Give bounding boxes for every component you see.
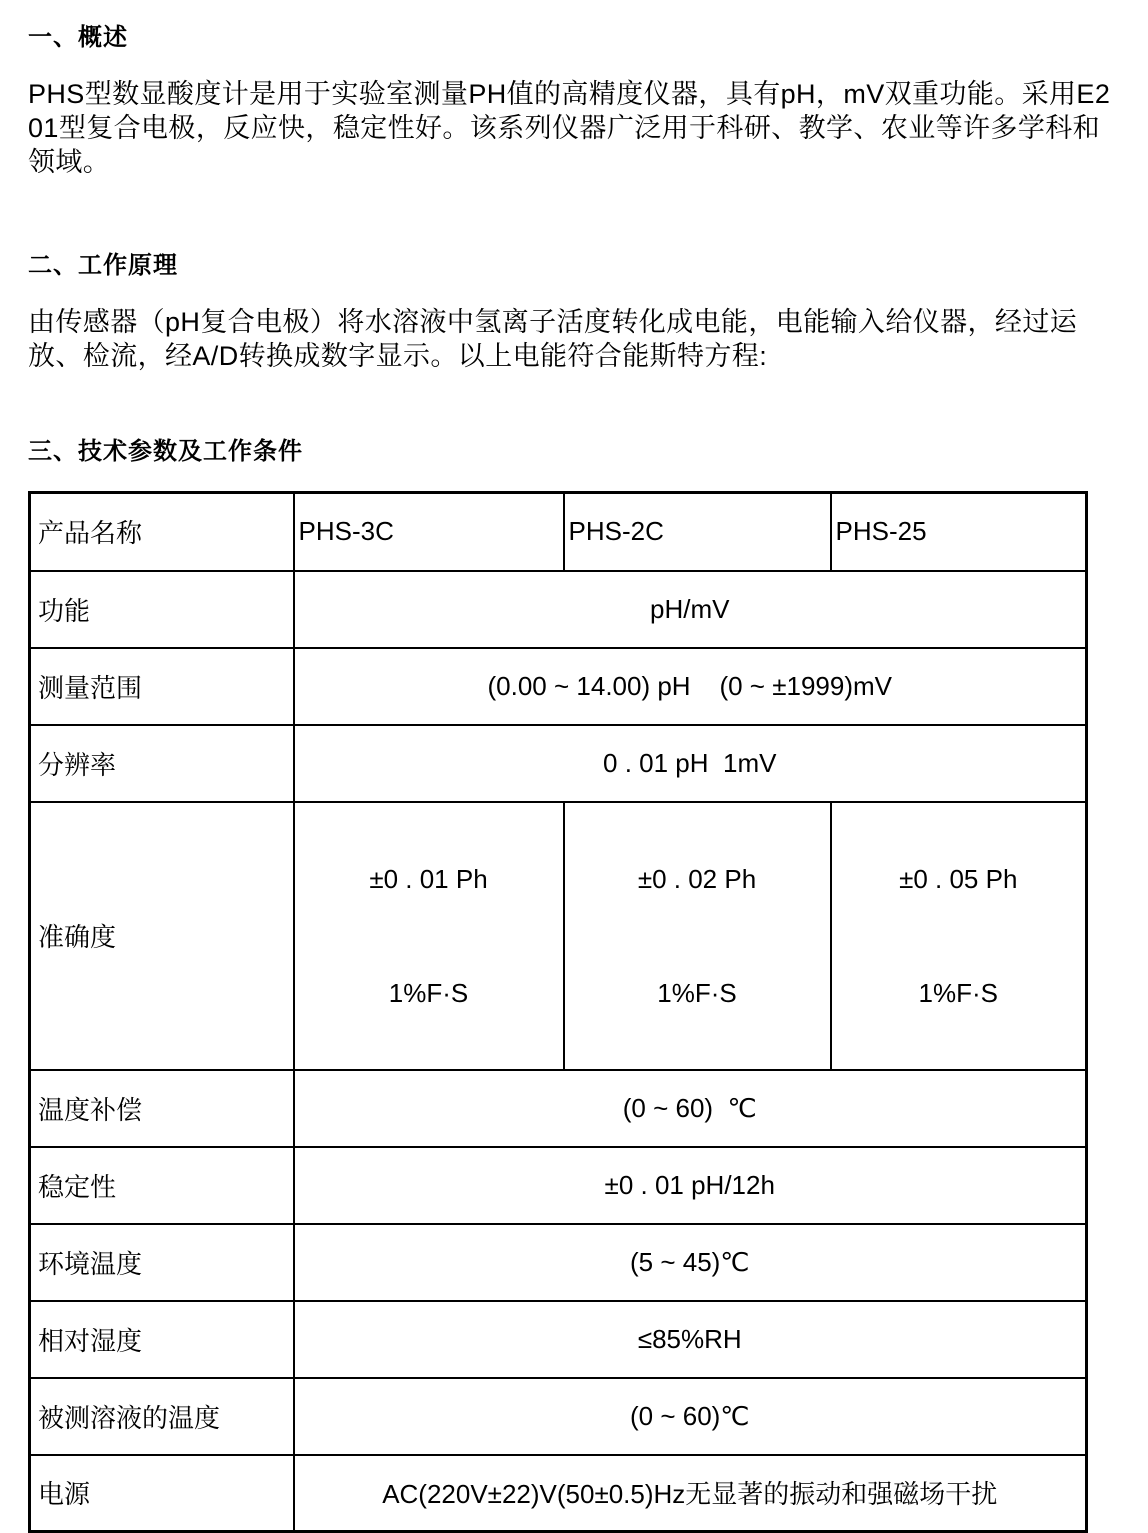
overview-paragraph: PHS型数显酸度计是用于实验室测量PH值的高精度仪器，具有pH，mV双重功能。采用E201型复合电极，反应快，稳定性好。该系列仪器广泛用于科研、教学、农业等许多学科和领域。	[28, 79, 1111, 177]
ambient-temp-value: (5 ~ 45)℃	[294, 1224, 1087, 1301]
row-label-ambient-temp: 环境温度	[30, 1224, 294, 1301]
row-label-resolution: 分辨率	[30, 725, 294, 802]
function-value: pH/mV	[294, 571, 1087, 648]
row-label-humidity: 相对湿度	[30, 1301, 294, 1378]
solution-temp-value: (0 ~ 60)℃	[294, 1378, 1087, 1455]
accuracy-phs-3c-value: ±0 . 01 Ph	[369, 863, 488, 894]
row-label-accuracy: 准确度	[30, 802, 294, 1070]
accuracy-phs-2c	[564, 802, 831, 1070]
product-model-phs-25: PHS-25	[831, 493, 1087, 571]
row-label-range: 测量范围	[30, 648, 294, 725]
row-label-power: 电源	[30, 1455, 294, 1532]
table-row-solution-temp	[30, 1378, 1087, 1455]
stability-value: ±0 . 01 pH/12h	[294, 1147, 1087, 1224]
product-model-phs-3c: PHS-3C	[294, 493, 564, 571]
table-row-humidity	[30, 1301, 1087, 1378]
accuracy-phs-25-fs: 1%F·S	[918, 977, 998, 1008]
humidity-value: ≤85%RH	[294, 1301, 1087, 1378]
table-row-stability	[30, 1147, 1087, 1224]
row-label-stability: 稳定性	[30, 1147, 294, 1224]
accuracy-phs-2c-fs: 1%F·S	[657, 977, 737, 1008]
accuracy-phs-3c-fs: 1%F·S	[388, 977, 469, 1008]
table-row-range	[30, 648, 1087, 725]
table-row-temp-compensation	[30, 1070, 1087, 1147]
table-row-function	[30, 571, 1087, 648]
table-row-ambient-temp	[30, 1224, 1087, 1301]
power-value: AC(220V±22)V(50±0.5)Hz无显著的振动和强磁场干扰	[294, 1455, 1087, 1532]
row-label-solution-temp: 被测溶液的温度	[30, 1378, 294, 1455]
principle-paragraph: 由传感器（pH复合电极）将水溶液中氢离子活度转化成电能，电能输入给仪器，经过运放、检流，经A/D转换成数字显示。以上电能符合能斯特方程:	[28, 307, 1078, 371]
row-label-product-name: 产品名称	[30, 493, 294, 571]
table-row-power	[30, 1455, 1087, 1532]
range-value: (0.00 ~ 14.00) pH (0 ~ ±1999)mV	[294, 648, 1087, 725]
section-heading-overview: 一、概述	[28, 24, 128, 51]
accuracy-phs-2c-value: ±0 . 02 Ph	[637, 863, 757, 894]
table-row-accuracy	[30, 802, 1087, 1070]
accuracy-phs-3c	[294, 802, 564, 1070]
table-row-resolution	[30, 725, 1087, 802]
section-heading-specs: 三、技术参数及工作条件	[28, 438, 303, 465]
row-label-temp-compensation: 温度补偿	[30, 1070, 294, 1147]
temp-compensation-value: (0 ~ 60) ℃	[294, 1070, 1087, 1147]
section-heading-principle: 二、工作原理	[28, 252, 178, 279]
table-row-product-name	[30, 493, 1087, 571]
accuracy-phs-25	[831, 802, 1087, 1070]
product-model-phs-2c: PHS-2C	[564, 493, 831, 571]
spec-table	[28, 491, 1088, 1533]
accuracy-phs-25-value: ±0 . 05 Ph	[899, 863, 1018, 894]
row-label-function: 功能	[30, 571, 294, 648]
resolution-value: 0 . 01 pH 1mV	[294, 725, 1087, 802]
